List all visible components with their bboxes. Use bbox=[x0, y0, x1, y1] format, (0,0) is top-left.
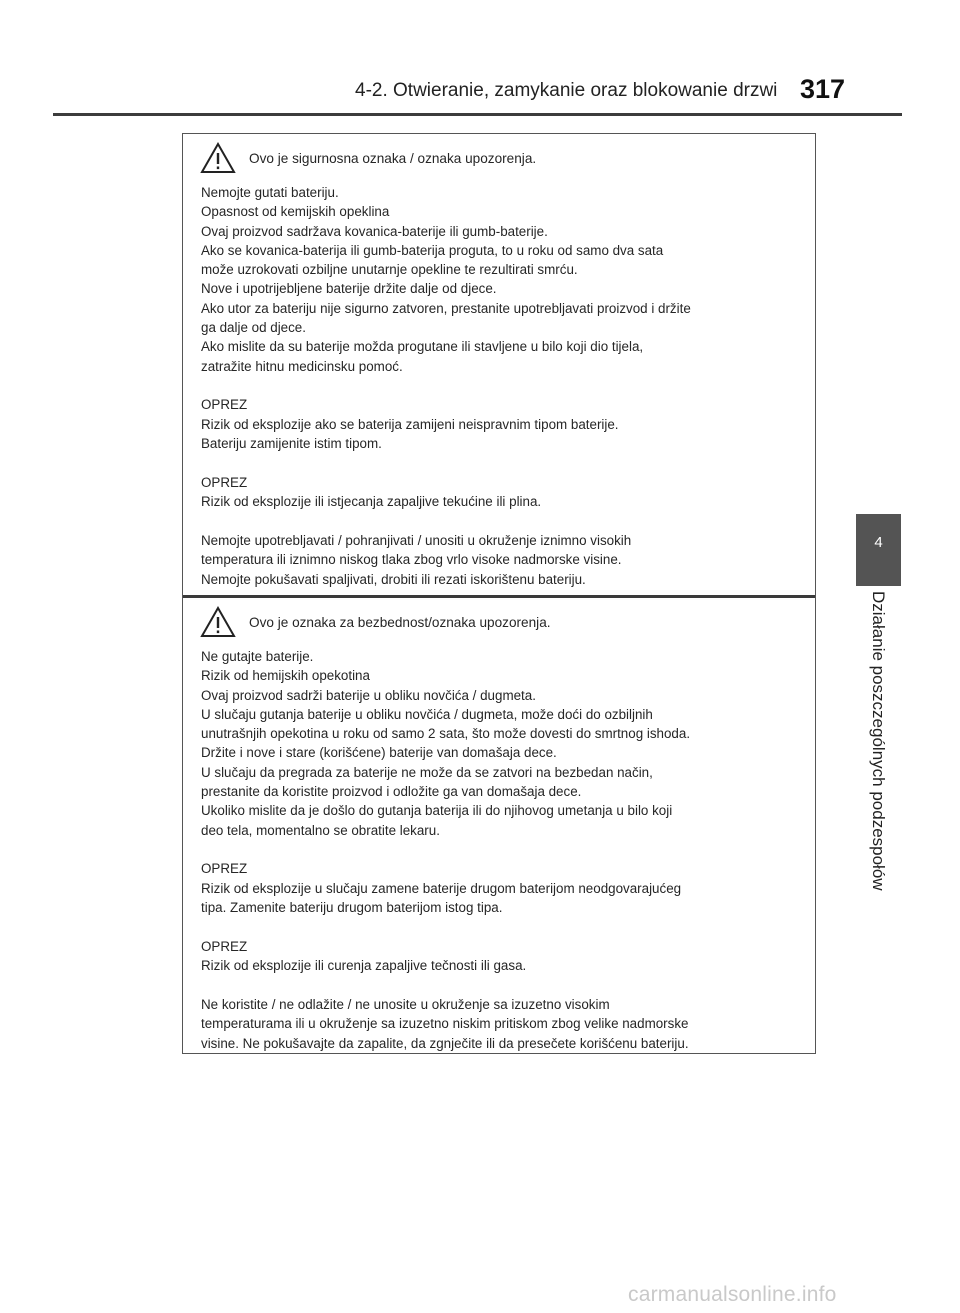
warning-text-line: deo tela, momentalno se obratite lekaru. bbox=[201, 822, 440, 838]
page-number: 317 bbox=[800, 74, 846, 104]
header-rule bbox=[53, 113, 902, 116]
warning-text-line: Nove i upotrijebljene baterije držite dalje od djece. bbox=[201, 281, 497, 297]
paragraph-gap bbox=[201, 840, 811, 860]
warning-text-line: OPREZ bbox=[201, 474, 248, 490]
warning-text-line: visine. Ne pokušavajte da zapalite, da zgnječite ili da presečete korišćenu bateriju. bbox=[201, 1035, 689, 1051]
warning-text-line: Ovaj proizvod sadrži baterije u obliku novčića / dugmeta. bbox=[201, 687, 536, 703]
warning-text-line: Ako se kovanica-baterija ili gumb-baterija proguta, to u roku od samo dva sata bbox=[201, 242, 664, 258]
warning-text-line: U slučaju gutanja baterije u obliku novčića / dugmeta, može doći do ozbiljnih bbox=[201, 706, 653, 722]
warning-text-line: prestanite da koristite proizvod i odložite ga van domašaja dece. bbox=[201, 784, 582, 800]
warning-label-image bbox=[182, 133, 816, 1054]
chapter-title: Działanie poszczególnych podzespołów bbox=[869, 591, 888, 891]
warning-text-line: Bateriju zamijenite istim tipom. bbox=[201, 436, 382, 452]
warning-text-line: Držite i nove i stare (korišćene) baterije van domašaja dece. bbox=[201, 745, 557, 761]
warning-text-line: Ne gutajte baterije. bbox=[201, 649, 314, 664]
warning-text-line: Nemojte upotrebljavati / pohranjivati / unositi u okruženje iznimno visokih bbox=[201, 532, 632, 548]
warning-text-line: može uzrokovati ozbiljne unutarnje opekline te rezultirati smrću. bbox=[201, 262, 578, 278]
serbian-heading-text: Ovo je oznaka za bezbednost/oznaka upozorenja. bbox=[249, 615, 551, 630]
warning-text-line: OPREZ bbox=[201, 861, 248, 877]
warning-text-line: U slučaju da pregrada za baterije ne može da se zatvori na bezbedan način, bbox=[201, 764, 653, 780]
warning-triangle-icon bbox=[200, 606, 236, 638]
serbian-warning-heading bbox=[200, 602, 800, 638]
warning-text-line: tipa. Zamenite bateriju drugom baterijom istog tipa. bbox=[201, 900, 503, 916]
warning-text-line: zatražite hitnu medicinsku pomoć. bbox=[201, 358, 403, 374]
croatian-heading-text: Ovo je sigurnosna oznaka / oznaka upozorenja. bbox=[249, 151, 537, 166]
warning-text-line: Ne koristite / ne odlažite / ne unosite u okruženje sa izuzetno visokim bbox=[201, 996, 610, 1012]
warning-text-line: Rizik od eksplozije ili istjecanja zapaljive tekućine ili plina. bbox=[201, 494, 542, 510]
croatian-warning-heading bbox=[200, 138, 800, 174]
warning-text-line: Opasnost od kemijskih opeklina bbox=[201, 204, 390, 220]
warning-text-line: ga dalje od djece. bbox=[201, 320, 306, 336]
paragraph-gap bbox=[201, 511, 811, 531]
warning-text-line: Ako mislite da su baterije možda progutane ili stavljene u bilo koji dio tijela, bbox=[201, 339, 644, 355]
chapter-tab: 4 bbox=[856, 514, 901, 586]
paragraph-gap bbox=[201, 376, 811, 396]
warning-text-line: unutrašnjih opekotina u roku od samo 2 sata, što može dovesti do smrtnog ishoda. bbox=[201, 726, 691, 742]
paragraph-gap bbox=[201, 917, 811, 937]
warning-text-line: Ovaj proizvod sadržava kovanica-baterije ili gumb-baterije. bbox=[201, 223, 548, 239]
section-divider bbox=[183, 595, 815, 598]
warning-text-line: OPREZ bbox=[201, 938, 248, 954]
warning-text-line: Nemojte gutati bateriju. bbox=[201, 185, 339, 200]
warning-text-line: Rizik od hemijskih opekotina bbox=[201, 668, 370, 684]
serbian-warning-body bbox=[201, 647, 811, 1053]
section-title: 4-2. Otwieranie, zamykanie oraz blokowanie drzwi bbox=[355, 80, 778, 101]
watermark: carmanualsonline.info bbox=[628, 1283, 837, 1306]
warning-text-line: Nemojte pokušavati spaljivati, drobiti ili rezati iskorištenu bateriju. bbox=[201, 571, 586, 587]
warning-text-line: temperatura ili iznimno niskog tlaka zbog vrlo visoke nadmorske visine. bbox=[201, 552, 622, 568]
warning-triangle-icon bbox=[200, 142, 236, 174]
warning-text-line: Rizik od eksplozije ili curenja zapaljive tečnosti ili gasa. bbox=[201, 958, 527, 974]
warning-text-line: Rizik od eksplozije u slučaju zamene baterije drugom baterijom neodgovarajućeg bbox=[201, 880, 682, 896]
warning-text-line: Rizik od eksplozije ako se baterija zamijeni neispravnim tipom baterije. bbox=[201, 416, 619, 432]
paragraph-gap bbox=[201, 975, 811, 995]
warning-text-line: Ako utor za bateriju nije sigurno zatvoren, prestanite upotrebljavati proizvod i držite bbox=[201, 300, 691, 316]
warning-text-line: Ukoliko mislite da je došlo do gutanja baterija ili do njihovog umetanja u bilo koji bbox=[201, 803, 673, 819]
warning-text-line: OPREZ bbox=[201, 397, 248, 413]
warning-text-line: temperaturama ili u okruženje sa izuzetno niskim pritiskom zbog velike nadmorske bbox=[201, 1016, 689, 1032]
paragraph-gap bbox=[201, 453, 811, 473]
croatian-warning-body bbox=[201, 183, 811, 589]
